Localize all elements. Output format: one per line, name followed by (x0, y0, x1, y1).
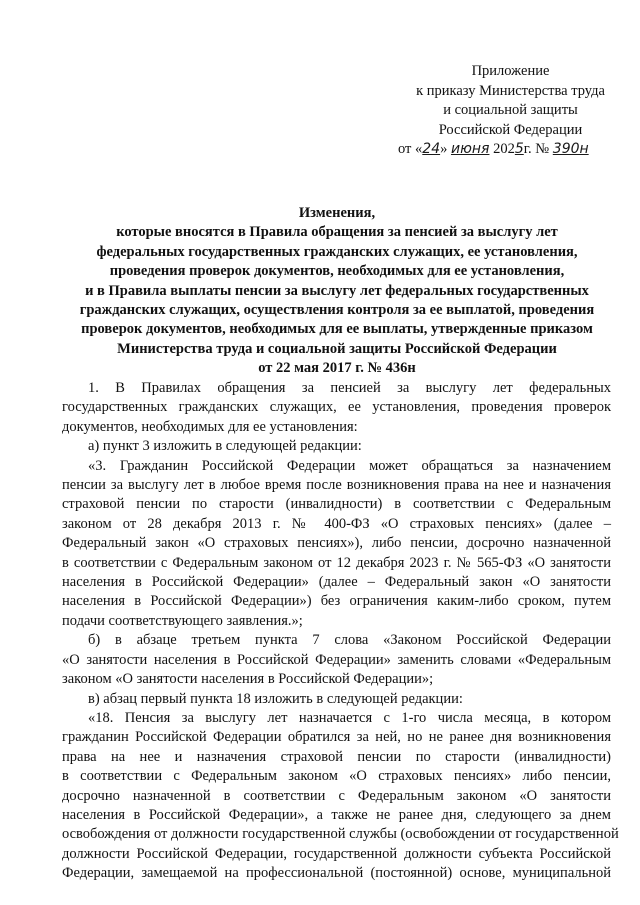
title-line: федеральных государственных гражданских служащих, ее установления, (96, 243, 578, 260)
date-mid: » (440, 141, 451, 157)
body-line: Федеральный закон «О страховых пенсиях»), либо пенсии, досрочно назначенной (62, 535, 611, 552)
handwritten-day: 24 (422, 141, 441, 157)
body-line: законом «О занятости населения в Российской Федерации»; (62, 671, 434, 688)
title-line: гражданских служащих, осуществления контроля за ее выплатой, проведения (79, 302, 595, 319)
appendix-header (398, 62, 623, 160)
body-line: «О занятости населения в Российской Федерации» заменить словами «Федеральным (62, 651, 611, 668)
body-line: населения в Российской Федерации», а также не ранее дня, следующего за днем (62, 806, 611, 823)
body-line: освобождения от должности государственной службы (освобождении от государственной (62, 826, 619, 843)
body-line: гражданин Российской Федерации обратился за ней, но не ранее дня возникновения (62, 729, 611, 746)
body-line: населения в Российской Федерации» (далее – Федеральный закон «О занятости (62, 574, 611, 591)
body-line: 1. В Правилах обращения за пенсией за выслугу лет федеральных (88, 380, 611, 396)
body-line: подачи соответствующего заявления.»; (62, 612, 303, 629)
order-date-line (398, 140, 623, 160)
title-line: и в Правила выплаты пенсии за выслугу лет федеральных государственных (85, 282, 589, 299)
title-line: проведения проверок документов, необходимых для ее установления, (109, 263, 565, 280)
appendix-line-2: к приказу Министерства труда (416, 82, 605, 99)
body-line: досрочно назначенной в соответствии с Федеральным законом «О занятости (62, 787, 611, 804)
date-year-a: 202 (489, 141, 515, 157)
body-line: б) в абзаце третьем пункта 7 слова «Законом Российской Федерации (88, 632, 611, 649)
body-line: документов, необходимых для ее установления: (62, 418, 358, 435)
body-line: законом от 28 декабря 2013 г. № 400-ФЗ «О страховых пенсиях» (далее – (62, 515, 611, 532)
date-prefix: от « (398, 141, 423, 157)
title-line: Министерства труда и социальной защиты Российской Федерации (117, 340, 557, 357)
appendix-line-1: Приложение (471, 63, 550, 79)
body-line: страховой пенсии по старости (инвалидности) в соответствии с Федеральным (62, 496, 611, 513)
body-line: должности Российской Федерации, государственной должности субъекта Российской (62, 845, 611, 862)
body-line: «18. Пенсия за выслугу лет назначается с 1-го числа месяца, в котором (88, 709, 611, 726)
document-title (60, 204, 614, 379)
handwritten-month: июня (450, 141, 490, 157)
handwritten-order-number: 390н (552, 141, 589, 157)
body-line: в) абзац первый пункта 18 изложить в следующей редакции: (88, 690, 463, 707)
body-line: пенсии за выслугу лет в любое время после возникновения права на нее и назначения (62, 477, 611, 494)
body-line: а) пункт 3 изложить в следующей редакции: (88, 438, 362, 455)
document-body (62, 379, 619, 884)
title-line: проверок документов, необходимых для ее выплаты, утвержденные приказом (81, 321, 593, 338)
body-line: «3. Гражданин Российской Федерации может обращаться за назначением (88, 457, 611, 474)
body-line: населения в Российской Федерации») без ограничения каким-либо сроком, путем (62, 593, 611, 610)
body-line: в соответствии с Федеральным законом от 12 декабря 2023 г. № 565-ФЗ «О занятости (62, 554, 611, 571)
title-line: от 22 мая 2017 г. № 436н (258, 360, 416, 377)
body-line: в соответствии с Федеральным законом «О страховых пенсиях» либо пенсии, (62, 768, 611, 785)
title-line: Изменения, (298, 205, 376, 221)
date-num-prefix: г. № (523, 141, 553, 157)
handwritten-year-digit: 5 (514, 141, 524, 157)
title-line: которые вносятся в Правила обращения за пенсией за выслугу лет (116, 224, 558, 241)
appendix-line-4: Российской Федерации (438, 121, 583, 138)
body-line: Федерации, замещаемой на профессиональной (постоянной) основе, муниципальной (62, 865, 611, 882)
body-line: государственных гражданских служащих, ее установления, проведения проверок (62, 399, 611, 416)
body-line: права на нее и назначения страховой пенсии по старости (инвалидности) (62, 748, 611, 765)
appendix-line-3: и социальной защиты (443, 102, 578, 118)
